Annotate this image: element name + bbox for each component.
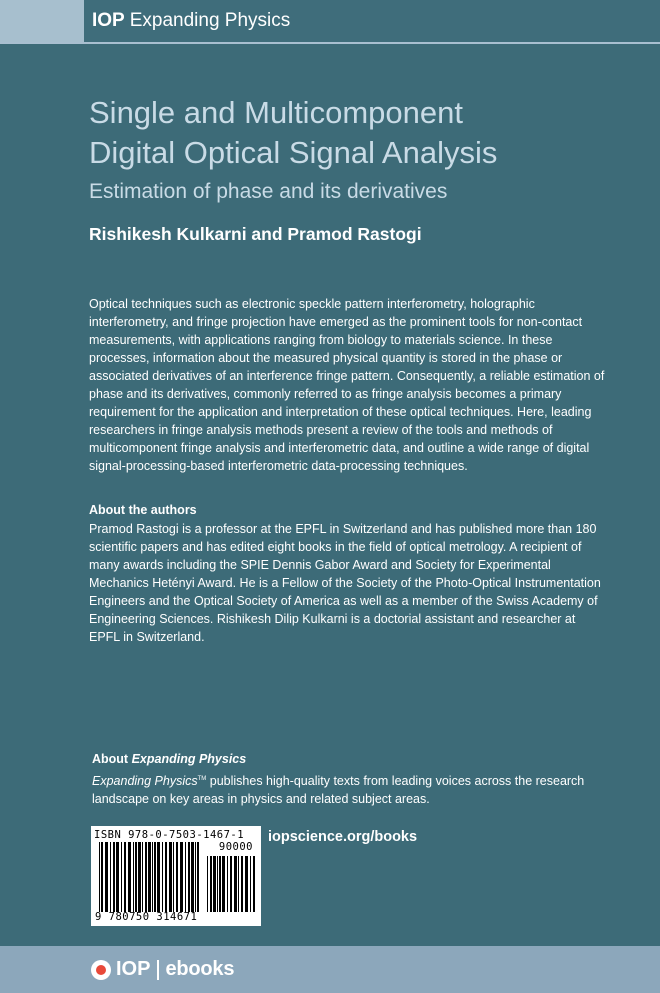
barcode-bar — [128, 842, 131, 912]
top-banner — [0, 0, 660, 44]
trademark-mark: TM — [197, 776, 207, 782]
barcode-bar — [250, 856, 251, 912]
series-brand — [92, 10, 290, 32]
book-abstract: Optical techniques such as electronic speckle pattern interferometry, holographic interferometry, and fringe projection have emerged as the prominent tools for non-contact measurements, with applications ranging from biology to materials science. In these processes, information about the measured physical quantity is stored in the phase or associated derivatives of an interference fringe pattern. Consequently, a reliable estimation of phase and its derivatives, commonly referred to as fringe analysis becomes a primary requirement for the application and interpretation of these optical techniques. Here, leading researchers in fringe analysis methods present a review of the tools and methods of multicomponent fringe analysis and interferometric data, and outline a wide range of digital signal-processing-based interferometric data-processing techniques. — [89, 297, 605, 473]
barcode-bar — [157, 842, 160, 912]
barcode-bar — [116, 842, 119, 912]
isbn-text: ISBN 978-0-7503-1467-1 — [94, 829, 245, 841]
price-code: 90000 — [218, 841, 253, 853]
barcode-bar — [238, 856, 239, 912]
logo-divider — [157, 960, 159, 980]
website-link[interactable]: iopscience.org/books — [268, 829, 418, 845]
barcode-bar — [142, 842, 143, 912]
barcode-bar — [105, 842, 108, 912]
footer-iop-text: IOP — [116, 958, 151, 980]
about-series-heading — [92, 752, 246, 766]
barcode-bar — [99, 842, 100, 912]
iop-ebooks-logo — [91, 958, 234, 981]
book-authors: Rishikesh Kulkarni and Pramod Rastogi — [89, 224, 422, 244]
barcode-number: 9 780750 314671 — [95, 911, 198, 923]
barcode-bar — [148, 842, 151, 912]
barcode-bar — [180, 842, 183, 912]
barcode-bar — [191, 842, 194, 912]
book-subtitle: Estimation of phase and its derivatives — [89, 180, 448, 203]
barcode-bar — [210, 856, 212, 912]
banner-color-block — [0, 0, 84, 42]
barcode-bar — [138, 842, 141, 912]
barcode-bar — [124, 842, 126, 912]
barcode-bar — [222, 856, 225, 912]
barcode-bar — [165, 842, 167, 912]
barcode-bar — [207, 856, 208, 912]
barcode-bar — [197, 842, 199, 912]
about-series-body: publishes high-quality texts from leading voices across the research landscape on key areas in physics and related subject areas. — [92, 774, 585, 807]
footer-bar — [0, 946, 660, 993]
about-series-heading-prefix: About — [92, 752, 132, 766]
barcode-bar — [241, 856, 243, 912]
about-authors-heading: About the authors — [89, 503, 197, 517]
iop-wordmark: IOP — [92, 10, 125, 31]
barcode-bar — [185, 842, 186, 912]
about-series-text — [92, 770, 592, 808]
barcode-bar — [173, 842, 174, 912]
barcode-bar — [101, 842, 103, 912]
barcode-bar — [169, 842, 172, 912]
barcode-bar — [195, 842, 196, 912]
barcode-bar — [217, 856, 218, 912]
barcode-bar — [135, 842, 137, 912]
barcode-bar — [121, 842, 122, 912]
book-title — [89, 93, 629, 173]
barcode-bar — [154, 842, 156, 912]
isbn-barcode — [91, 826, 261, 926]
barcode-bar — [110, 842, 111, 912]
iop-circle-icon — [91, 960, 111, 980]
barcode-bar — [227, 856, 228, 912]
about-authors-text: Pramod Rastogi is a professor at the EPFL in Switzerland and has published more than 180 scientific papers and has edited eight books in the field of optical metrology. A recipient of many awards including the SPIE Dennis Gabor Award and Society for Experimental Mechanics Hetényi Award. He is a Fellow of the Society of the Photo-Optical Instrumentation Engineers and the Optical Society of America as well as a member of the Swiss Academy of Engineering Sciences. Rishikesh Dilip Kulkarni is a doctorial assistant and researcher at EPFL in Switzerland. — [89, 522, 601, 644]
series-name-inline: Expanding Physics — [92, 774, 198, 789]
barcode-bar — [145, 842, 147, 912]
barcode-bar — [162, 842, 163, 912]
title-line-2: Digital Optical Signal Analysis — [89, 135, 498, 170]
barcode-bar — [253, 856, 255, 912]
barcode-bar — [245, 856, 248, 912]
barcode-bar — [230, 856, 232, 912]
series-name: Expanding Physics — [129, 10, 291, 31]
about-series-heading-name: Expanding Physics — [131, 752, 247, 766]
title-line-1: Single and Multicomponent — [89, 95, 463, 130]
barcode-bar — [176, 842, 178, 912]
barcode-bar — [219, 856, 221, 912]
barcode-bar — [234, 856, 237, 912]
barcode-bar — [152, 842, 153, 912]
barcode-bar — [188, 842, 190, 912]
barcode-bar — [113, 842, 115, 912]
barcode-bar — [133, 842, 134, 912]
footer-ebooks-text: ebooks — [165, 958, 235, 980]
barcode-bar — [213, 856, 216, 912]
